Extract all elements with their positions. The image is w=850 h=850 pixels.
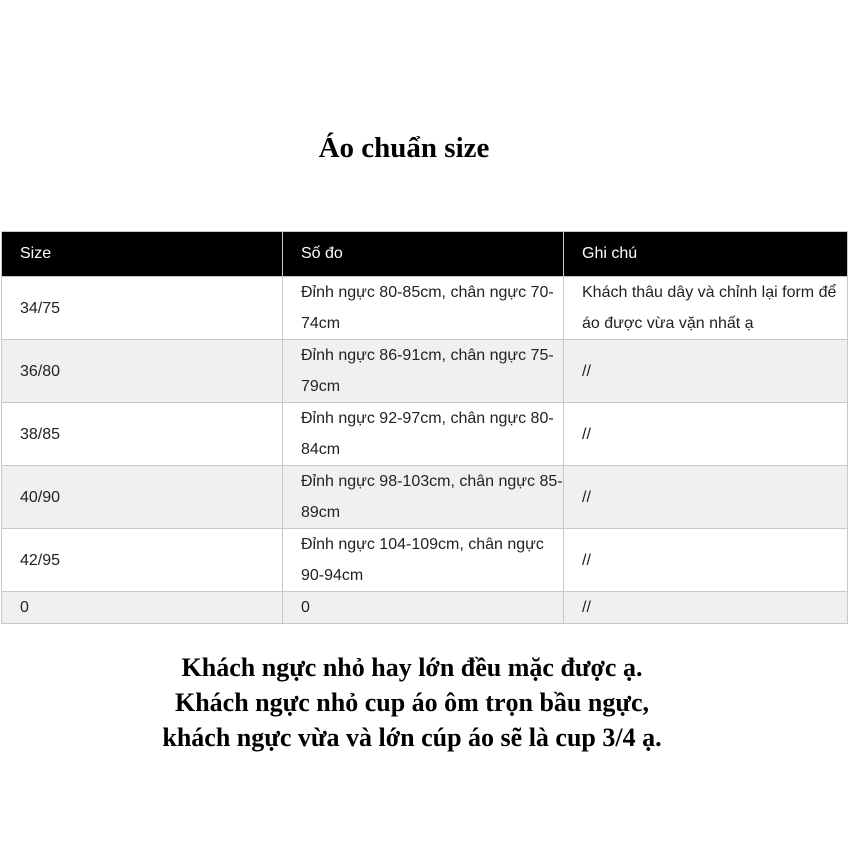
cell-notes: // xyxy=(564,340,848,403)
cell-size: 0 xyxy=(2,592,283,624)
header-notes: Ghi chú xyxy=(564,232,848,277)
cell-measurements: Đỉnh ngực 80-85cm, chân ngực 70-74cm xyxy=(283,277,564,340)
page-title: Áo chuẩn size xyxy=(318,132,490,164)
table-row xyxy=(2,466,848,529)
cell-measurements: Đỉnh ngực 98-103cm, chân ngực 85-89cm xyxy=(283,466,564,529)
footer-line-2: Khách ngực nhỏ cup áo ôm trọn bầu ngực, xyxy=(174,688,649,717)
cell-measurements: Đỉnh ngực 86-91cm, chân ngực 75-79cm xyxy=(283,340,564,403)
table-row xyxy=(2,529,848,592)
cell-size: 36/80 xyxy=(2,340,283,403)
cell-notes: // xyxy=(564,592,848,624)
footer-line-3: khách ngực vừa và lớn cúp áo sẽ là cup 3/4 ạ. xyxy=(162,723,662,752)
cell-size: 34/75 xyxy=(2,277,283,340)
cell-measurements: Đỉnh ngực 104-109cm, chân ngực 90-94cm xyxy=(283,529,564,592)
cell-measurements: Đỉnh ngực 92-97cm, chân ngực 80-84cm xyxy=(283,403,564,466)
size-table xyxy=(1,231,848,624)
cell-size: 38/85 xyxy=(2,403,283,466)
cell-size: 40/90 xyxy=(2,466,283,529)
cell-size: 42/95 xyxy=(2,529,283,592)
cell-notes: // xyxy=(564,403,848,466)
cell-notes: // xyxy=(564,529,848,592)
header-size: Size xyxy=(2,232,283,277)
cell-notes: Khách thâu dây và chỉnh lại form để áo được vừa vặn nhất ạ xyxy=(564,277,848,340)
footer-note xyxy=(0,650,824,755)
cell-measurements: 0 xyxy=(283,592,564,624)
table-header xyxy=(2,232,848,277)
table-header-row xyxy=(2,232,848,277)
table-row xyxy=(2,340,848,403)
table-row xyxy=(2,277,848,340)
table-row xyxy=(2,592,848,624)
header-measurements: Số đo xyxy=(283,232,564,277)
cell-notes: // xyxy=(564,466,848,529)
footer-line-1: Khách ngực nhỏ hay lớn đều mặc được ạ. xyxy=(181,653,643,682)
table-body xyxy=(2,277,848,624)
table-row xyxy=(2,403,848,466)
